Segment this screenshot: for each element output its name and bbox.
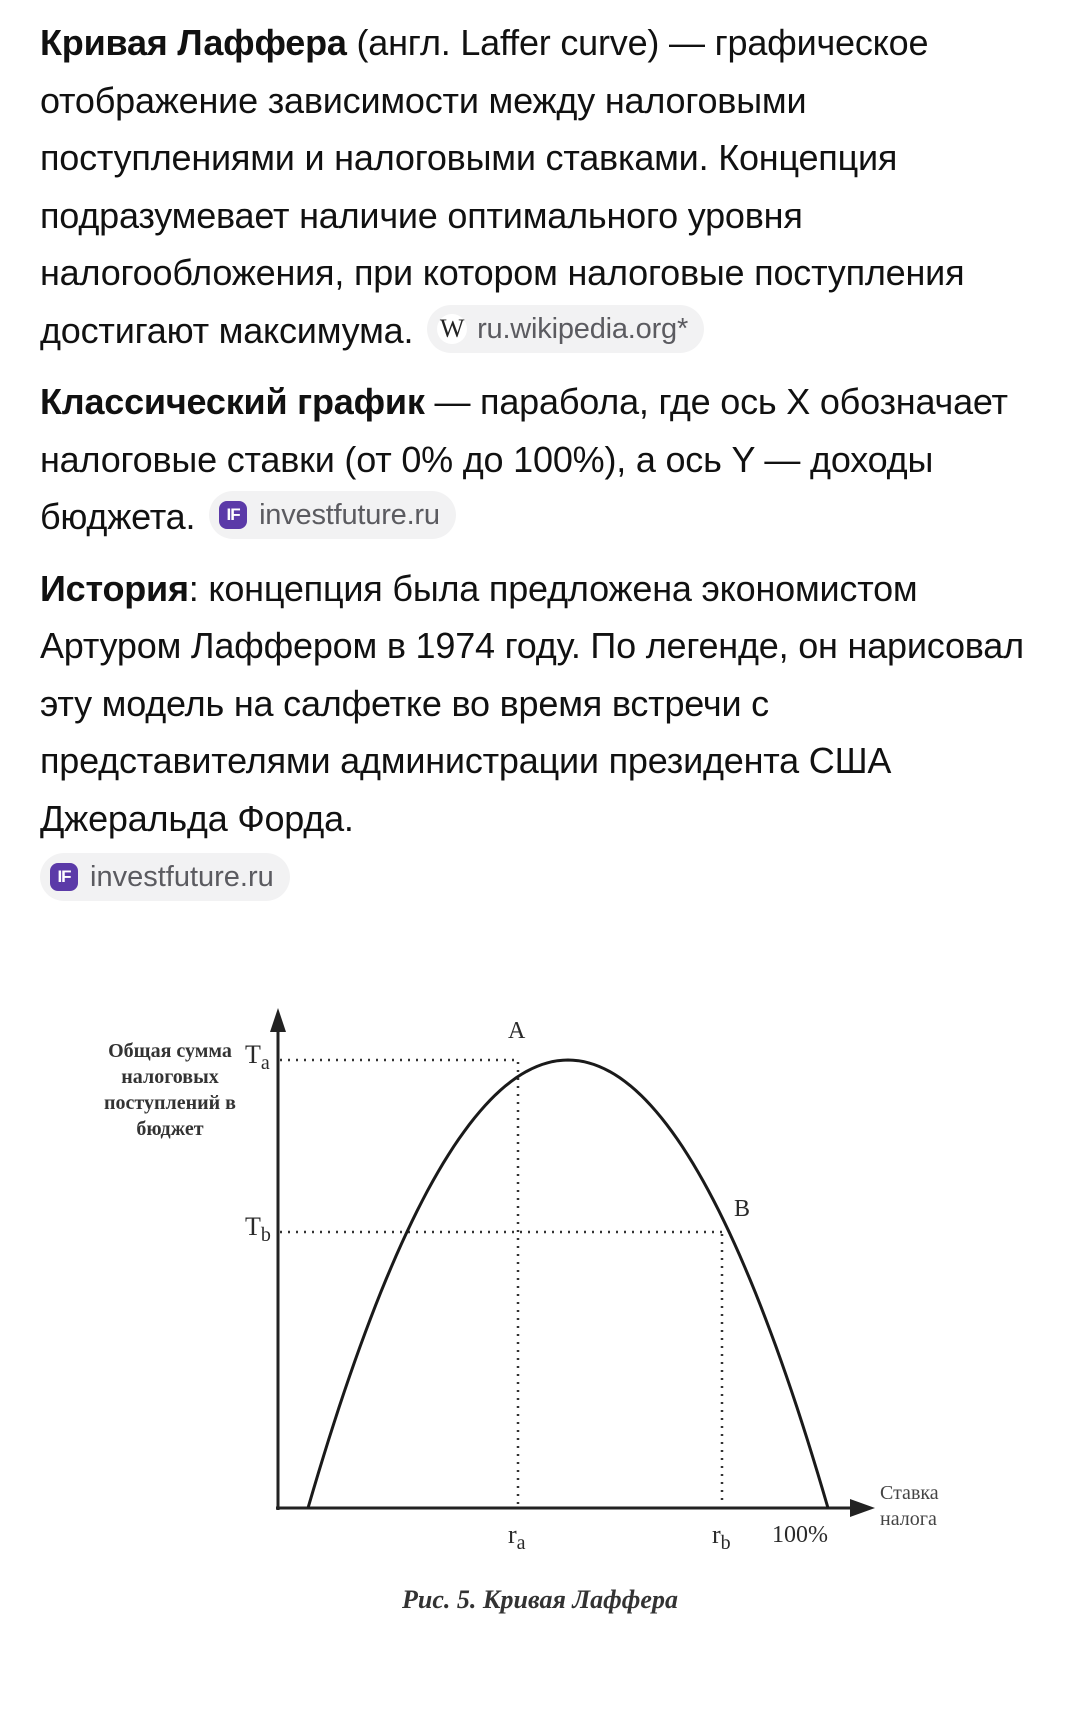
ta-tick-label: $T_a$ [245,1040,270,1074]
source-chip-investfuture-history[interactable] [40,853,290,901]
point-a-label: A [508,1018,526,1044]
figure-caption: Рис. 5. Кривая Лаффера [402,1585,678,1614]
source-label: investfuture.ru [90,861,274,893]
source-label: investfuture.ru [259,499,440,532]
laffer-curve-figure[interactable] [0,1000,1080,1640]
paragraph-history [40,560,1050,848]
term-laffer-curve: Кривая Лаффера [40,22,347,63]
answer-content [40,14,1050,901]
history-text: : концепция была предложена экономистом Артуром Лаффером в 1974 году. По легенде, он нарисовал эту модель на салфетке во время встречи с представителями администрации президента США Джеральда Форда. [40,567,1024,839]
source-chip-wikipedia[interactable] [427,305,704,353]
paragraph-classic-graph [40,373,1050,546]
term-history: История [40,567,189,609]
y-axis-arrow-icon [270,1008,286,1032]
x-axis-arrow-icon [850,1499,875,1517]
source-chip-investfuture[interactable] [209,491,456,539]
paragraph-definition [40,14,1050,359]
point-b-label: B [734,1196,751,1222]
tb-tick-label: $T_b$ [245,1212,271,1246]
investfuture-icon: IF [219,501,247,529]
classic-graph-text: — парабола, где ось X обозначает налоговые ставки (от 0% до 100%), а ось Y — доходы бюджета. [40,381,1008,537]
source-label: ru.wikipedia.org* [477,312,689,345]
x-max-tick-label: 100% [772,1522,828,1548]
investfuture-icon: IF [50,863,78,891]
x-axis-label: Ставка налога [880,1482,939,1530]
ra-tick-label: $r_a$ [508,1520,526,1554]
definition-text: (англ. Laffer curve) — графическое отображение зависимости между налоговыми поступлениями и налоговыми ставками. Концепция подразумевает наличие оптимального уровня налогообложения, при котором налоговые поступления достигают максимума. [40,22,965,351]
rb-tick-label: $r_b$ [712,1520,731,1554]
term-classic-graph: Классический график [40,381,425,422]
wikipedia-icon: W [437,314,467,344]
laffer-curve-line [308,1060,828,1508]
y-axis-label: Общая сумма налоговых поступлений в бюджет [104,1040,236,1140]
